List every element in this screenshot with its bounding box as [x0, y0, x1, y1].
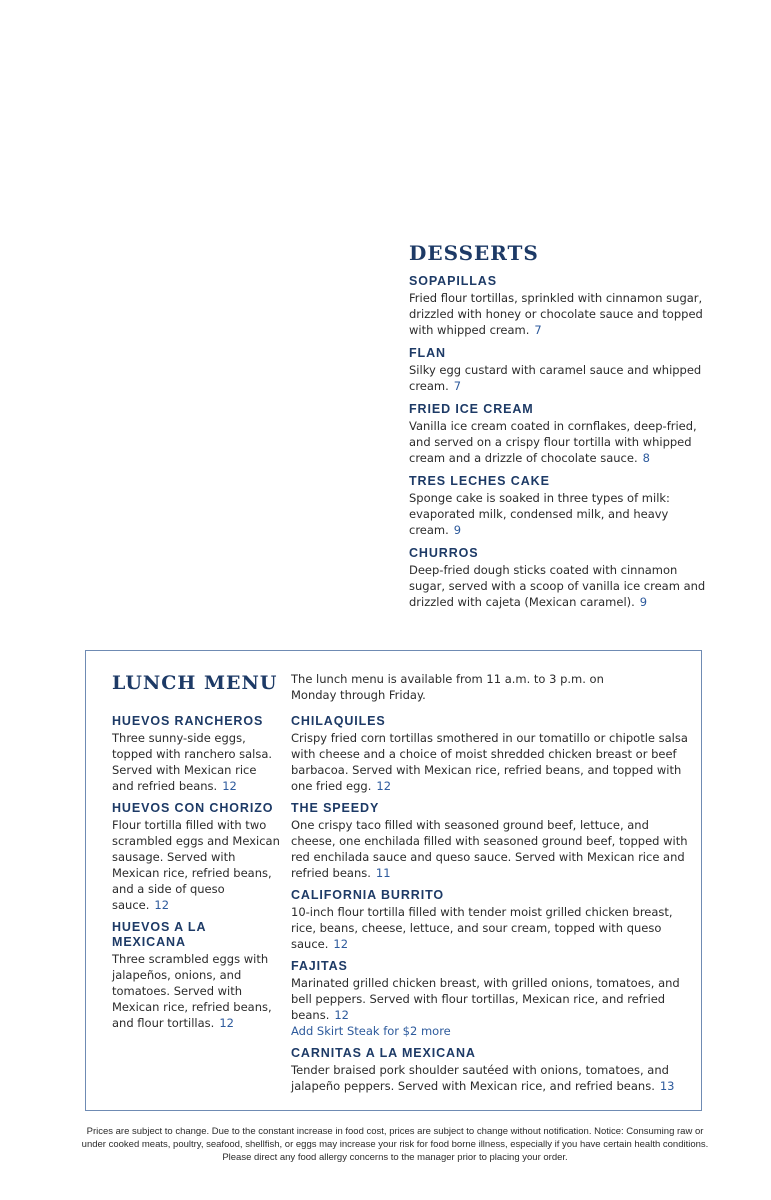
- menu-item: [409, 346, 709, 394]
- item-description: Vanilla ice cream coated in cornflakes, deep-fried, and served on a crispy flour tortilla with whipped cream and a drizzle of chocolate sauce. 8: [409, 419, 697, 465]
- item-description: Three scrambled eggs with jalapeños, onions, and tomatoes. Served with Mexican rice, refried beans, and flour tortillas. 12: [112, 952, 272, 1030]
- item-price: 7: [534, 323, 542, 337]
- menu-item: [409, 274, 709, 338]
- item-price: 7: [453, 379, 462, 393]
- menu-item: [409, 402, 709, 466]
- desserts-section: [409, 240, 709, 618]
- menu-item: [112, 920, 280, 1031]
- item-name: CHILAQUILES: [291, 714, 386, 728]
- item-name: HUEVOS CON CHORIZO: [112, 801, 274, 815]
- item-name: FAJITAS: [291, 959, 348, 973]
- desserts-heading: DESSERTS: [409, 241, 539, 265]
- item-description: Fried flour tortillas, sprinkled with cinnamon sugar, drizzled with honey or chocolate sauce and topped with whipped cream. 7: [409, 291, 703, 337]
- item-name: TRES LECHES CAKE: [409, 474, 550, 488]
- item-price: 13: [659, 1079, 675, 1093]
- pricing-disclaimer: Prices are subject to change. Due to the constant increase in food cost, prices are subject to change without notification. Notice: Consuming raw or under cooked meats, poultry, seafood, shellfish, or eggs may increase your risk for food borne illness, especially if you have certain health conditions. Please direct any food allergy concerns to the manager prior to placing your order.: [81, 1126, 709, 1163]
- item-description: Tender braised pork shoulder sautéed with onions, tomatoes, and jalapeño peppers. Served with Mexican rice, and refried beans. 13: [291, 1063, 675, 1093]
- item-price: 11: [375, 866, 391, 880]
- item-name: HUEVOS RANCHEROS: [112, 714, 264, 728]
- menu-item: [112, 714, 280, 794]
- menu-item: [112, 801, 280, 913]
- item-name: CARNITAS A LA MEXICANA: [291, 1046, 476, 1060]
- lunch-heading: LUNCH MENU: [112, 672, 278, 694]
- menu-item: [291, 801, 691, 881]
- item-price: 9: [453, 523, 462, 537]
- item-description: One crispy taco filled with seasoned ground beef, lettuce, and cheese, one enchilada filled with seasoned ground beef, topped with red enchilada sauce and queso sauce. Served with Mexican rice and refried beans. 11: [291, 818, 688, 880]
- menu-item: [409, 546, 709, 610]
- menu-item: [291, 714, 691, 794]
- item-name: SOPAPILLAS: [409, 274, 497, 288]
- item-name: THE SPEEDY: [291, 801, 380, 815]
- item-price: 8: [642, 451, 650, 465]
- item-name: CHURROS: [409, 546, 479, 560]
- lunch-right-column: [291, 714, 691, 1101]
- item-price: 9: [639, 595, 648, 609]
- lunch-availability-note: The lunch menu is available from 11 a.m. to 3 p.m. on Monday through Friday.: [291, 672, 604, 702]
- item-description: Crispy fried corn tortillas smothered in our tomatillo or chipotle salsa with cheese and a choice of moist shredded chicken breast or beef barbacoa. Served with Mexican rice, refried beans, and topped with one fried egg. 12: [291, 731, 688, 793]
- menu-item: [291, 888, 691, 952]
- item-price: 12: [154, 898, 170, 912]
- item-description: Marinated grilled chicken breast, with grilled onions, tomatoes, and bell peppers. Served with flour tortillas, Mexican rice, and refried beans. 12: [291, 976, 680, 1022]
- item-description: 10-inch flour tortilla filled with tender moist grilled chicken breast, rice, beans, cheese, lettuce, and sour cream, topped with queso sauce. 12: [291, 905, 673, 951]
- item-description: Flour tortilla filled with two scrambled eggs and Mexican sausage. Served with Mexican rice, refried beans, and a side of queso sauce. 12: [112, 818, 280, 912]
- item-name: HUEVOS A LA MEXICANA: [112, 920, 206, 949]
- lunch-left-column: [112, 714, 280, 1038]
- item-price: 12: [334, 1008, 349, 1022]
- item-name: FRIED ICE CREAM: [409, 402, 534, 416]
- item-price: 12: [333, 937, 349, 951]
- menu-item: [291, 1046, 691, 1094]
- item-addon: Add Skirt Steak for $2 more: [291, 1024, 451, 1038]
- item-name: CALIFORNIA BURRITO: [291, 888, 444, 902]
- item-description: Sponge cake is soaked in three types of milk: evaporated milk, condensed milk, and heavy cream. 9: [409, 491, 670, 537]
- item-price: 12: [376, 779, 392, 793]
- item-price: 12: [222, 779, 237, 793]
- item-name: FLAN: [409, 346, 446, 360]
- menu-item: [409, 474, 709, 538]
- item-description: Deep-fried dough sticks coated with cinnamon sugar, served with a scoop of vanilla ice cream and drizzled with cajeta (Mexican caramel). 9: [409, 563, 706, 609]
- item-description: Silky egg custard with caramel sauce and whipped cream. 7: [409, 363, 702, 393]
- menu-item: [291, 959, 691, 1039]
- item-price: 12: [219, 1016, 234, 1030]
- item-description: Three sunny-side eggs, topped with ranchero salsa. Served with Mexican rice and refried beans. 12: [112, 731, 273, 793]
